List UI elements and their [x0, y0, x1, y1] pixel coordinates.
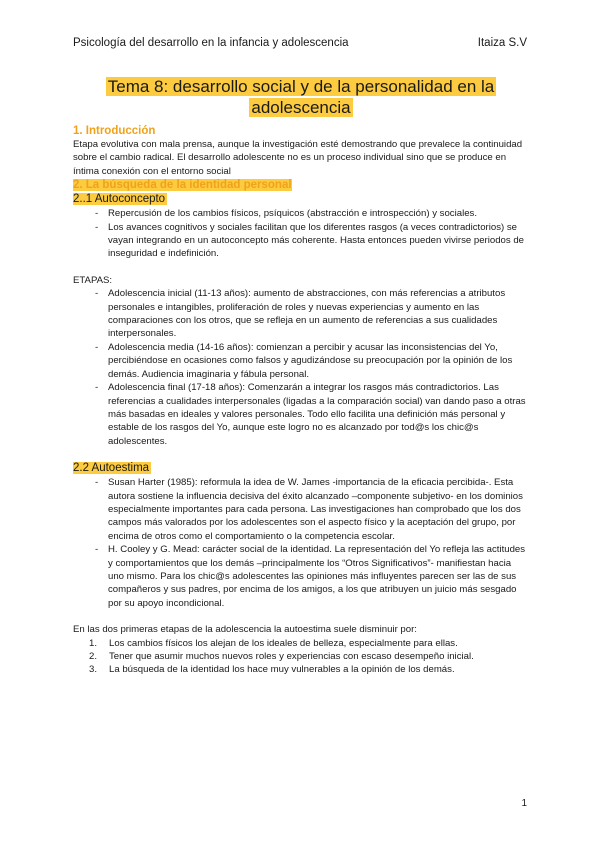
page-title: Tema 8: desarrollo social y de la personalidad en la adolescencia [107, 77, 495, 117]
list-item: 1. Los cambios físicos los alejan de los ideales de belleza, especialmente para ellas. [89, 637, 458, 649]
header-course-title: Psicología del desarrollo en la infancia y adolescencia [73, 37, 349, 49]
document-body [73, 76, 529, 677]
header-author: Itaiza S.V [477, 37, 527, 49]
subsection-heading-autoconcepto: 2..1 Autoconcepto [73, 193, 166, 206]
etapas-label: ETAPAS: [73, 274, 113, 286]
intro-paragraph: Etapa evolutiva con mala prensa, aunque la investigación esté demostrando que prevalece la continuidad sobre el cambio radical. El desarrollo adolescente no es un proceso individual sino que se produce en íntima conexión con el entorno social [73, 139, 523, 177]
subsection-heading-autoestima: 2.2 Autoestima [73, 462, 150, 475]
autoestima-intro: En las dos primeras etapas de la adolescencia la autoestima suele disminuir por: [73, 624, 417, 636]
section-heading-identidad: 2. La búsqueda de la identidad personal [73, 179, 292, 192]
list-item: - H. Cooley y G. Mead: carácter social de la identidad. La representación del Yo refleja las actitudes y comportamientos que los demás –principalmente los “Otros Significativos”- manifiestan hacia uno mismo. Para los chic@s adolescentes las opiniones más influyentes parecen ser las de sus compañeros y sus padres, por encima de los amigos, a los que atribuyen un juicio más sesgado por su apoyo incondicional. [95, 543, 529, 610]
autoestima-numbered-list [73, 637, 529, 677]
etapas-list [73, 287, 529, 448]
page-number: 1 [521, 798, 527, 809]
list-item: - Los avances cognitivos y sociales facilitan que los diferentes rasgos (a veces contradictorios) se vayan integrando en un autoconcepto más coherente. Hasta entonces pueden vivirse periodos de inseguridad e indefinición. [95, 221, 529, 261]
list-item: - Adolescencia inicial (11-13 años): aumento de abstracciones, con más referencias a atributos personales e intangibles, proliferación de roles y nuevas experiencias y aumento en las comparaciones con los otros, que se refleja en un aumento de referencias a sus cualidades interpersonales. [95, 287, 529, 341]
autoestima-list [73, 476, 529, 610]
list-item: - Repercusión de los cambios físicos, psíquicos (abstracción e introspección) y sociales. [95, 207, 529, 220]
list-item: 3. La búsqueda de la identidad los hace muy vulnerables a la opinión de los demás. [89, 664, 455, 676]
section-heading-introduccion: 1. Introducción [73, 125, 156, 137]
list-item: - Susan Harter (1985): reformula la idea de W. James -importancia de la eficacia percibida-. Esta autora sostiene la influencia decisiva del éxito alcanzado –componente subjetivo- en los dominios especialmente importantes para cada persona. Las investigaciones han comprobado que los dos campos más valorados por los adolescentes son el aspecto físico y la aceptación del grupo, por encima de otros como el comportamiento o la competencia escolar. [95, 476, 529, 543]
list-item: - Adolescencia final (17-18 años): Comenzarán a integrar los rasgos más contradictorios. Las referencias a cualidades interpersonales (ligadas a la comparación social) van dando paso a otras más basadas en ideales y valores personales. Todo ello facilita una definición más personal y estable de los rasgos del Yo, aunque este logro no es alcanzado por tod@s los chic@s adolescentes. [95, 381, 529, 448]
list-item: - Adolescencia media (14-16 años): comienzan a percibir y acusar las inconsistencias del Yo, percibiéndose en ocasiones como falsos y agudizándose su preocupación por la opinión de los demás. Audiencia imaginaria y fábula personal. [95, 341, 529, 381]
list-item: 2. Tener que asumir muchos nuevos roles y experiencias con escaso desempeño inicial. [89, 651, 474, 662]
autoconcepto-list [73, 207, 529, 261]
